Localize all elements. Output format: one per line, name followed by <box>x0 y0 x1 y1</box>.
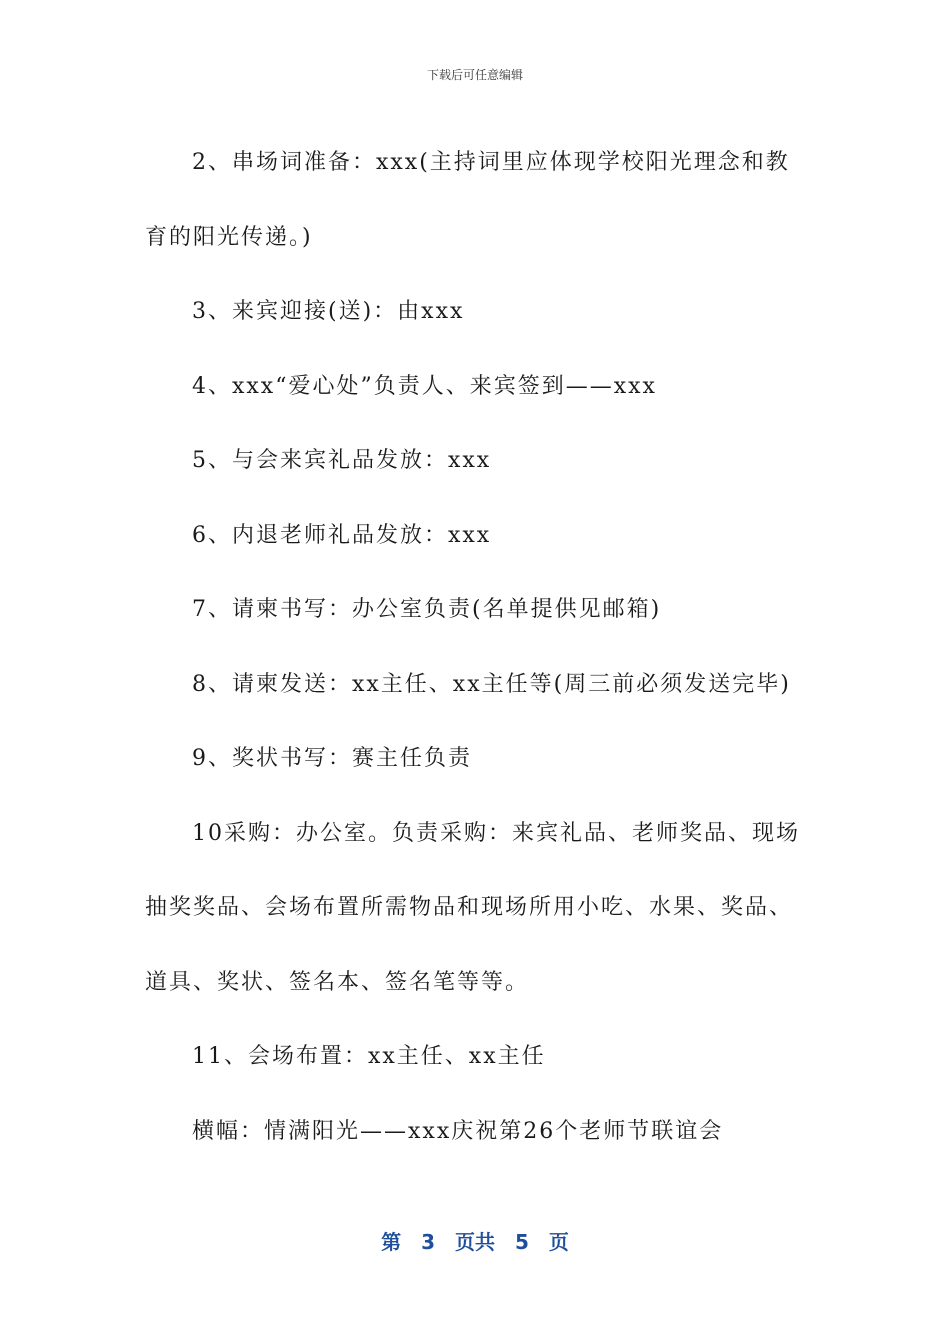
page-header: 下载后可任意编辑 <box>426 68 523 82</box>
document-body <box>145 126 810 1169</box>
page-suffix: 页 <box>548 1230 569 1254</box>
page-total: 5 <box>515 1230 529 1254</box>
paragraph: 7、请柬书写：办公室负责(名单提供见邮箱) <box>192 597 662 622</box>
paragraph: 8、请柬发送：xx主任、xx主任等(周三前必须发送完毕) <box>192 671 791 697</box>
paragraph: 2、串场词准备：xxx(主持词里应体现学校阳光理念和教育的阳光传递。) <box>145 150 790 250</box>
page-footer <box>0 1226 950 1255</box>
page-label: 第 <box>381 1230 402 1254</box>
paragraph: 9、奖状书写：赛主任负责 <box>192 746 472 771</box>
paragraph: 10采购：办公室。负责采购：来宾礼品、老师奖品、现场抽奖奖品、会场布置所需物品和现场所用小吃、水果、奖品、道具、奖状、签名本、签名笔等等。 <box>145 820 800 995</box>
paragraph: 横幅：情满阳光——xxx庆祝第26个老师节联谊会 <box>192 1118 724 1144</box>
paragraph: 11、会场布置：xx主任、xx主任 <box>192 1044 546 1069</box>
paragraph: 6、内退老师礼品发放：xxx <box>192 522 492 548</box>
page-of: 页共 <box>455 1230 495 1254</box>
paragraph: 5、与会来宾礼品发放：xxx <box>192 448 492 473</box>
paragraph: 4、xxx“爱心处”负责人、来宾签到——xxx <box>192 373 657 399</box>
page-current: 3 <box>421 1230 435 1254</box>
paragraph: 3、来宾迎接(送)：由xxx <box>192 299 465 324</box>
